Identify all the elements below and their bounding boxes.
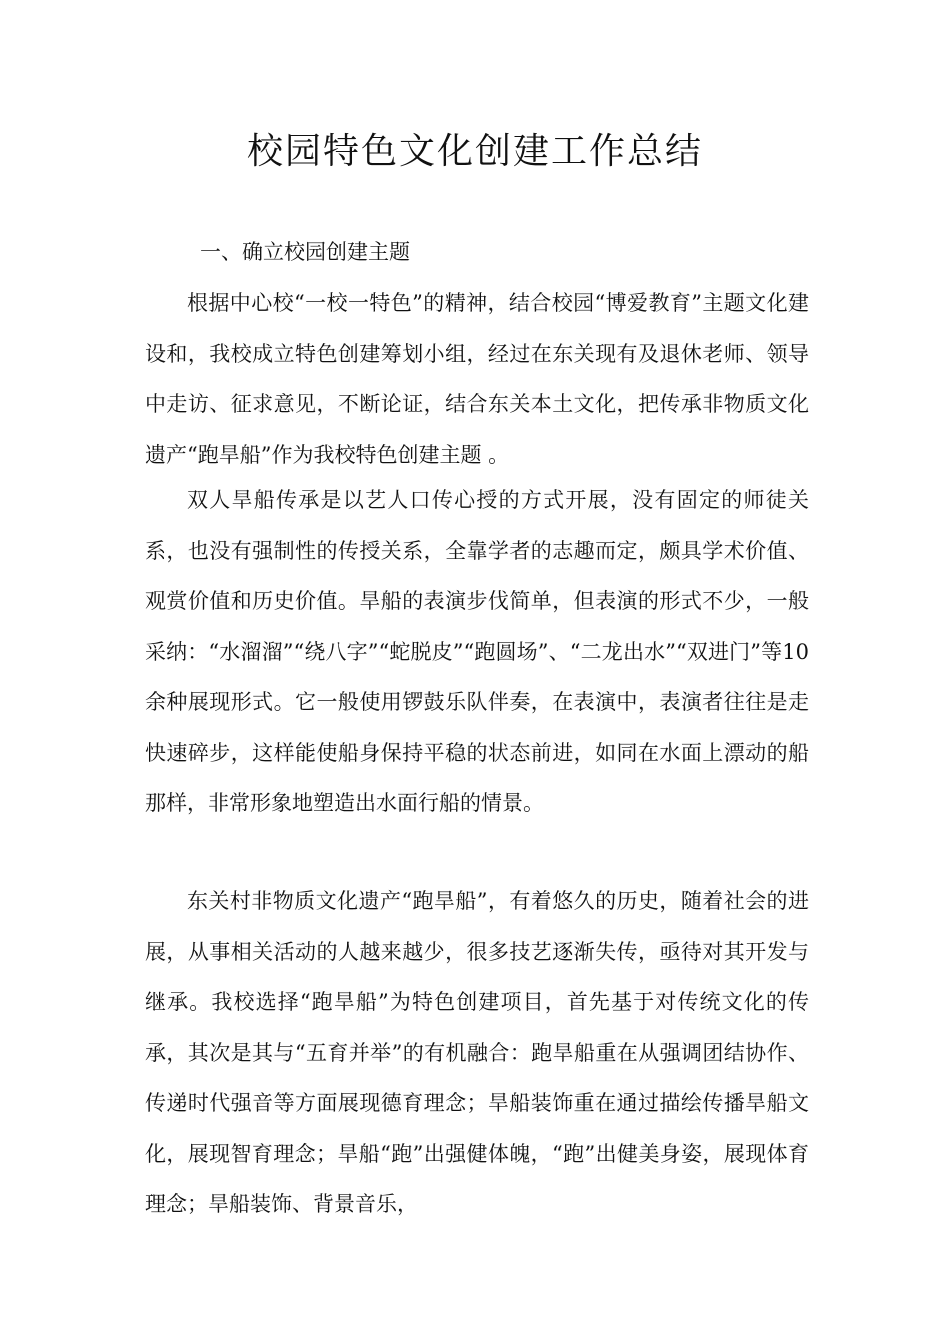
paragraph-1: 根据中心校“一校一特色”的精神，结合校园“博爱教育”主题文化建设和，我校成立特色创建筹划小组，经过在东关现有及退休老师、领导中走访、征求意见，不断论证，结合东关本土文化，把传承非物质文化遗产“跑旱船”作为我校特色创建主题 。 (145, 291, 809, 467)
paragraph-3: 东关村非物质文化遗产“跑旱船”，有着悠久的历史，随着社会的进展，从事相关活动的人越来越少，很多技艺逐渐失传，亟待对其开发与继承。我校选择“跑旱船”为特色创建项目，首先基于对传统文化的传承，其次是其与“五育并举”的有机融合：跑旱船重在从强调团结协作、传递时代强音等方面展现德育理念；旱船装饰重在通过描绘传播旱船文化，展现智育理念；旱船“跑”出强健体魄，“跑”出健美身姿，展现体育理念；旱船装饰、背景音乐， (145, 889, 809, 1216)
paragraph-2: 双人旱船传承是以艺人口传心授的方式开展，没有固定的师徒关系，也没有强制性的传授关系，全靠学者的志趣而定，颇具学术价值、观赏价值和历史价值。旱船的表演步伐简单，但表演的形式不少，一般采纳：“水溜溜”“绕八字”“蛇脱皮”“跑圆场”、“二龙出水”“双进门”等10余种展现形式。它一般使用锣鼓乐队伴奏，在表演中，表演者往往是走快速碎步，这样能使船身保持平稳的状态前进，如同在水面上漂动的船那样，非常形象地塑造出水面行船的情景。 (145, 488, 809, 815)
document-title: 校园特色文化创建工作总结 (246, 131, 703, 172)
section-heading: 一、确立校园创建主题 (200, 240, 410, 264)
